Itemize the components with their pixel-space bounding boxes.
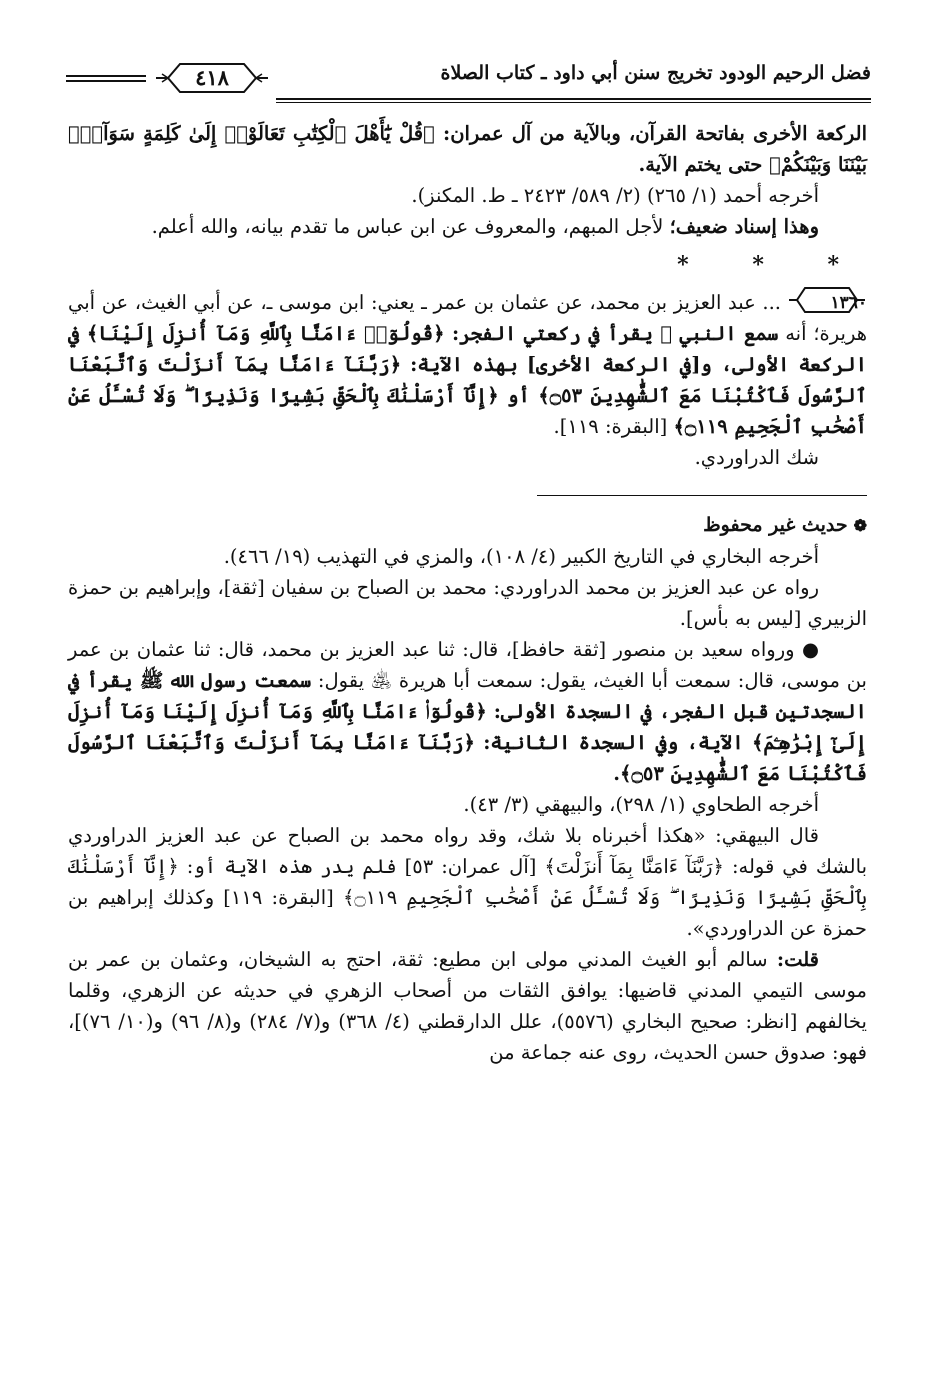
- verdict-text: حديث غير محفوظ: [703, 514, 848, 536]
- commentary-bayhaqi: قال البيهقي: «هكذا أخبرناه بلا شك، وقد رواه محمد بن الصباح عن عبد العزيز الدراوردي بالشك في قوله: ﴿رَبَّنَآ ءَامَنَّا بِمَآ أَنزَلْتَ﴾ [آل عمران: ٥٣] فلم يدر هذه الآية أو: ﴿إِنَّآ أَرْسَلْنَٰكَ بِٱلْحَقِّ بَشِيرًا وَنَذِيرًا ۖ وَلَا تُسْـَٔلُ عَنْ أَصْحَٰبِ ٱلْجَحِيمِ ۝١١٩﴾ [البقرة: ١١٩] وكذلك إبراهيم بن حمزة عن الدراوردي».: [68, 824, 867, 940]
- page-number-badge: [154, 58, 270, 98]
- commentary-tahawi: أخرجه الطحاوي (١/ ٢٩٨)، والبيهقي (٣/ ٤٣).: [463, 793, 819, 816]
- commentary-bukhari: أخرجه البخاري في التاريخ الكبير (٤/ ١٠٨)، والمزي في التهذيب (١٩/ ٤٦٦).: [223, 545, 819, 568]
- paragraph-isnad-weak: [68, 211, 867, 242]
- verdict-marker-icon: ❁: [853, 516, 867, 535]
- hadith-verdict: [68, 510, 867, 541]
- paragraph-ahmad-takhrij: أخرجه أحمد (١/ ٢٦٥) (٢/ ٥٨٩/ ٢٤٢٣ ـ ط. المكنز).: [411, 184, 819, 207]
- commentary-qultu: [68, 944, 867, 1068]
- header-title: فضل الرحيم الودود تخريج سنن أبي داود ـ كتاب الصلاة: [440, 62, 871, 84]
- hadith-reference: [البقرة: ١١٩].: [553, 415, 674, 438]
- qultu-label: قلت:: [776, 948, 819, 971]
- isnad-weak-rest: لأجل المبهم، والمعروف عن ابن عباس ما تقدم بيانه، والله أعلم.: [151, 215, 670, 238]
- hadith-number: ١٣٦٠: [830, 293, 867, 313]
- qultu-text: سالم أبو الغيث المدني مولى ابن مطيع: ثقة، احتج به الشيخان، وعثمان بن عمر بن موسى التيمي المدني قاضيها: يوافق الثقات من أصحاب الزهري في حديثه عن الزهري، وقلما يخالفهم [انظر: صحيح البخاري (٥٥٧٦)، علل الدارقطني (٤/ ٣٦٨) و(٧/ ٢٨٤) و(٨/ ٩٦) و(١٠/ ٧٦)]، فهو: صدوق حسن الحديث، روى عنه جماعة من: [68, 948, 867, 1064]
- header-rule-thin: [276, 102, 871, 103]
- hadith-paragraph: [68, 285, 867, 442]
- header-rule: [276, 98, 871, 100]
- isnad-weak-label: وهذا إسناد ضعيف؛: [669, 215, 819, 238]
- commentary-narrators: رواه عن عبد العزيز بن محمد الدراوردي: محمد بن الصباح بن سفيان [ثقة]، وإبراهيم بن حمزة الزبيري [ليس به بأس].: [68, 576, 867, 630]
- hadith-matn: سمع النبي ﷺ يقرأ في ركعتي الفجر: ﴿قُولُوٓا۟ ءَامَنَّا بِٱللَّهِ وَمَآ أُنزِلَ إِلَيْنَا﴾ في الركعة الأولى، و[في الركعة الأخرى] بهذه الآية: ﴿رَبَّنَآ ءَامَنَّا بِمَآ أَنزَلْتَ وَٱتَّبَعْنَا ٱلرَّسُولَ فَٱكْتُبْنَا مَعَ ٱلشَّٰهِدِينَ ۝٥٣﴾ أو ﴿إِنَّآ أَرْسَلْنَٰكَ بِٱلْحَقِّ بَشِيرًا وَنَذِيرًا ۖ وَلَا تُسْـَٔلُ عَنْ أَصْحَٰبِ ٱلْجَحِيمِ ۝١١٩﴾: [68, 322, 867, 438]
- said-mansur-isnad: ● ورواه سعيد بن منصور [ثقة حافظ]، قال: ثنا عبد العزيز بن محمد، قال: ثنا عثمان بن عمر بن موسى، قال: سمعت أبا الغيث، يقول: سمعت أبا هريرة ﵁ يقول:: [68, 638, 867, 692]
- said-mansur-matn: سمعت رسول الله ﷺ يقرأ في السجدتين قبل الفجر، في السجدة الأولى: ﴿قُولُوٓا۟ ءَامَنَّا بِٱللَّهِ وَمَآ أُنزِلَ إِلَيْنَا وَمَآ أُنزِلَ إِلَىٰٓ إِبْرَٰهِـۧمَ﴾ الآية، وفي السجدة الثانية: ﴿رَبَّنَآ ءَامَنَّا بِمَآ أَنزَلْتَ وَٱتَّبَعْنَا ٱلرَّسُولَ فَٱكْتُبْنَا مَعَ ٱلشَّٰهِدِينَ ۝٥٣﴾.: [68, 669, 867, 785]
- hadith-number-badge: [787, 285, 867, 315]
- main-text: [68, 118, 867, 1068]
- header-left-rule: [66, 75, 146, 77]
- running-header: [66, 56, 871, 100]
- paragraph-surah-al-imran: الركعة الأخرى بفاتحة القرآن، وبالآية من آل عمران: ﴿قُلْ يَٰٓأَهْلَ ٱلْكِتَٰبِ تَعَالَوْا۟ إِلَىٰ كَلِمَةٍ سَوَآءٍۭ بَيْنَنَا وَبَيْنَكُمْ﴾ حتى يختم الآية.: [68, 122, 867, 176]
- section-divider-stars: * * *: [677, 252, 867, 278]
- commentary-said-mansur: [68, 634, 867, 789]
- footnote-separator: [537, 495, 867, 496]
- page-number: ٤١٨: [195, 65, 229, 90]
- header-left-rule-2: [66, 80, 146, 82]
- hadith-isnad: ... عبد العزيز بن محمد، عن عثمان بن عمر ـ يعني: ابن موسى ـ، عن أبي الغيث، عن أبي هريرة؛ أنه: [68, 291, 867, 345]
- hadith-doubt-note: شك الدراوردي.: [694, 446, 819, 469]
